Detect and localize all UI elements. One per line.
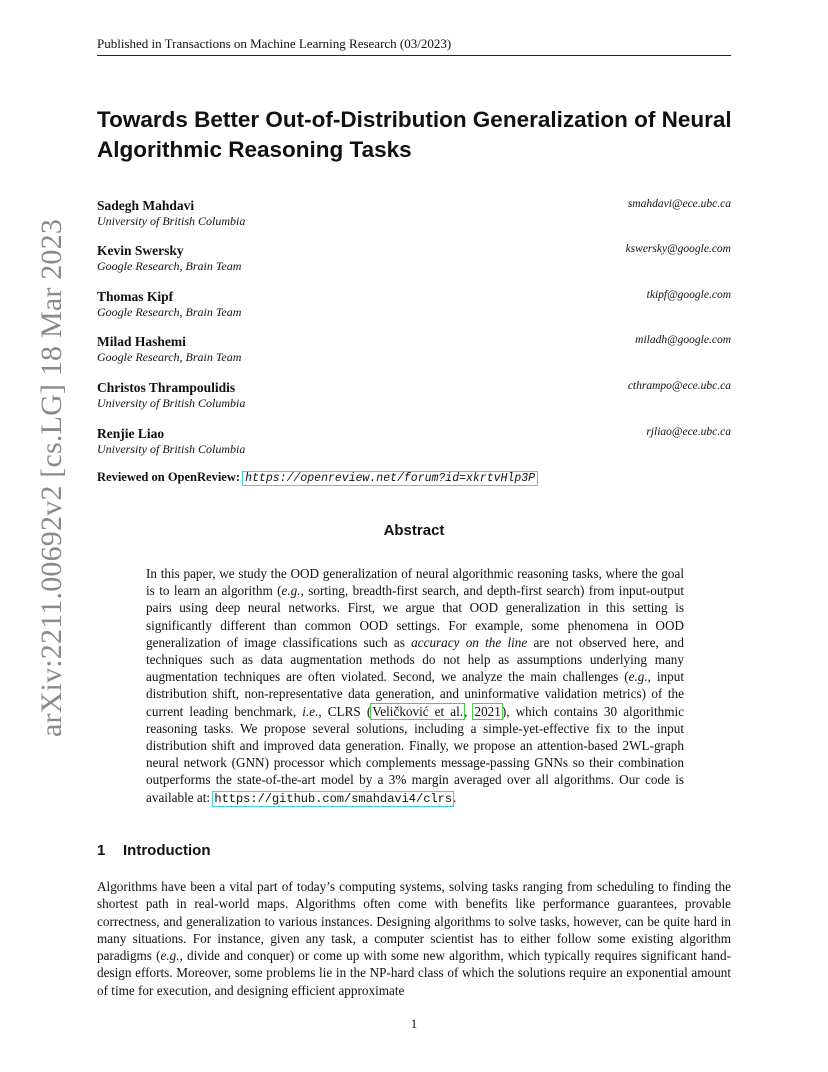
citation-link[interactable]: Veličković et al. — [372, 703, 464, 719]
author-affiliation: Google Research, Brain Team — [97, 350, 242, 364]
author-block — [97, 426, 731, 457]
section-title: Introduction — [123, 842, 211, 859]
page-number: 1 — [410, 1016, 418, 1031]
openreview-label: Reviewed on OpenReview: — [97, 470, 241, 484]
author-affiliation: University of British Columbia — [97, 214, 246, 228]
author-name: Thomas Kipf — [97, 289, 174, 304]
author-block — [97, 380, 731, 411]
author-block — [97, 198, 731, 229]
running-header: Published in Transactions on Machine Learning Research (03/2023) — [97, 36, 731, 56]
author-name: Milad Hashemi — [97, 334, 186, 349]
author-block — [97, 289, 731, 320]
author-affiliation: University of British Columbia — [97, 442, 246, 456]
abstract-heading: Abstract — [383, 522, 445, 539]
author-email[interactable]: cthrampo@ece.ubc.ca — [627, 380, 731, 392]
author-affiliation: Google Research, Brain Team — [97, 305, 242, 319]
abstract-text: In this paper, we study the OOD generalization of neural algorithmic reasoning tasks, where the goal is to learn an algorithm (e.g., sorting, breadth-first search, and depth-first search) from input-output pairs using deep neural networks. First, we argue that OOD generalization in this setting is significantly different than common OOD settings. For example, some phenomena in OOD generalization of image classifications such as accuracy on the line are not observed here, and techniques such as data augmentation methods do not help as assumptions underlying many augmentation techniques are often violated. Second, we analyze the main challenges (e.g., input distribution shift, non-representative data generation, and uninformative validation metrics) of the current leading benchmark, i.e., CLRS (Veličković et al., 2021), which contains 30 algorithmic reasoning tasks. We propose several solutions, including a simple-yet-effective fix to the input distribution shift and improved data generation. Finally, we propose an attention-based 2WL-graph neural network (GNN) processor which complements message-passing GNNs so their combination outperforms the state-of-the-art model by a 3% margin averaged over all algorithms. Our code is available at: https://github.com/smahdavi4/clrs. — [146, 566, 685, 806]
arxiv-watermark: arXiv:2211.00692v2 [cs.LG] 18 Mar 2023 — [35, 218, 68, 738]
author-email[interactable]: kswersky@google.com — [625, 243, 731, 255]
intro-paragraph: Algorithms have been a vital part of today’s computing systems, solving tasks ranging from scheduling to finding the shortest path in real-world maps. Algorithms often come with benefits like performance guarantees, provable correctness, and generalization to various instances. Designing algorithms to solve tasks, however, can be quite hard in many situations. For instance, given any task, a computer scientist has to either follow some existing algorithm paradigms (e.g., divide and conquer) or come up with some new algorithm, which typically requires significant hand-design efforts. Moreover, some problems lie in the NP-hard class of which the solutions require an exponential amount of time for execution, and designing efficient approximate — [97, 879, 732, 998]
author-name: Renjie Liao — [97, 426, 165, 441]
paper-title: Towards Better Out-of-Distribution Generalization of Neural Algorithmic Reasoning Tasks — [97, 107, 732, 162]
author-name: Sadegh Mahdavi — [97, 198, 195, 213]
author-email[interactable]: smahdavi@ece.ubc.ca — [627, 198, 731, 210]
openreview-line — [97, 470, 537, 485]
author-name: Kevin Swersky — [97, 243, 184, 258]
author-name: Christos Thrampoulidis — [97, 380, 236, 395]
code-link[interactable]: https://github.com/smahdavi4/clrs — [214, 791, 453, 806]
author-email[interactable]: tkipf@google.com — [646, 289, 731, 301]
author-block — [97, 334, 731, 365]
author-email[interactable]: rjliao@ece.ubc.ca — [646, 426, 731, 438]
author-block — [97, 243, 731, 274]
author-email[interactable]: miladh@google.com — [635, 334, 731, 346]
author-affiliation: Google Research, Brain Team — [97, 259, 242, 273]
section-number: 1 — [97, 842, 106, 859]
author-affiliation: University of British Columbia — [97, 396, 246, 410]
openreview-link[interactable]: https://openreview.net/forum?id=xkrtvHlp3P — [245, 472, 536, 485]
section-heading — [97, 842, 210, 859]
citation-year-link[interactable]: 2021 — [474, 703, 501, 719]
